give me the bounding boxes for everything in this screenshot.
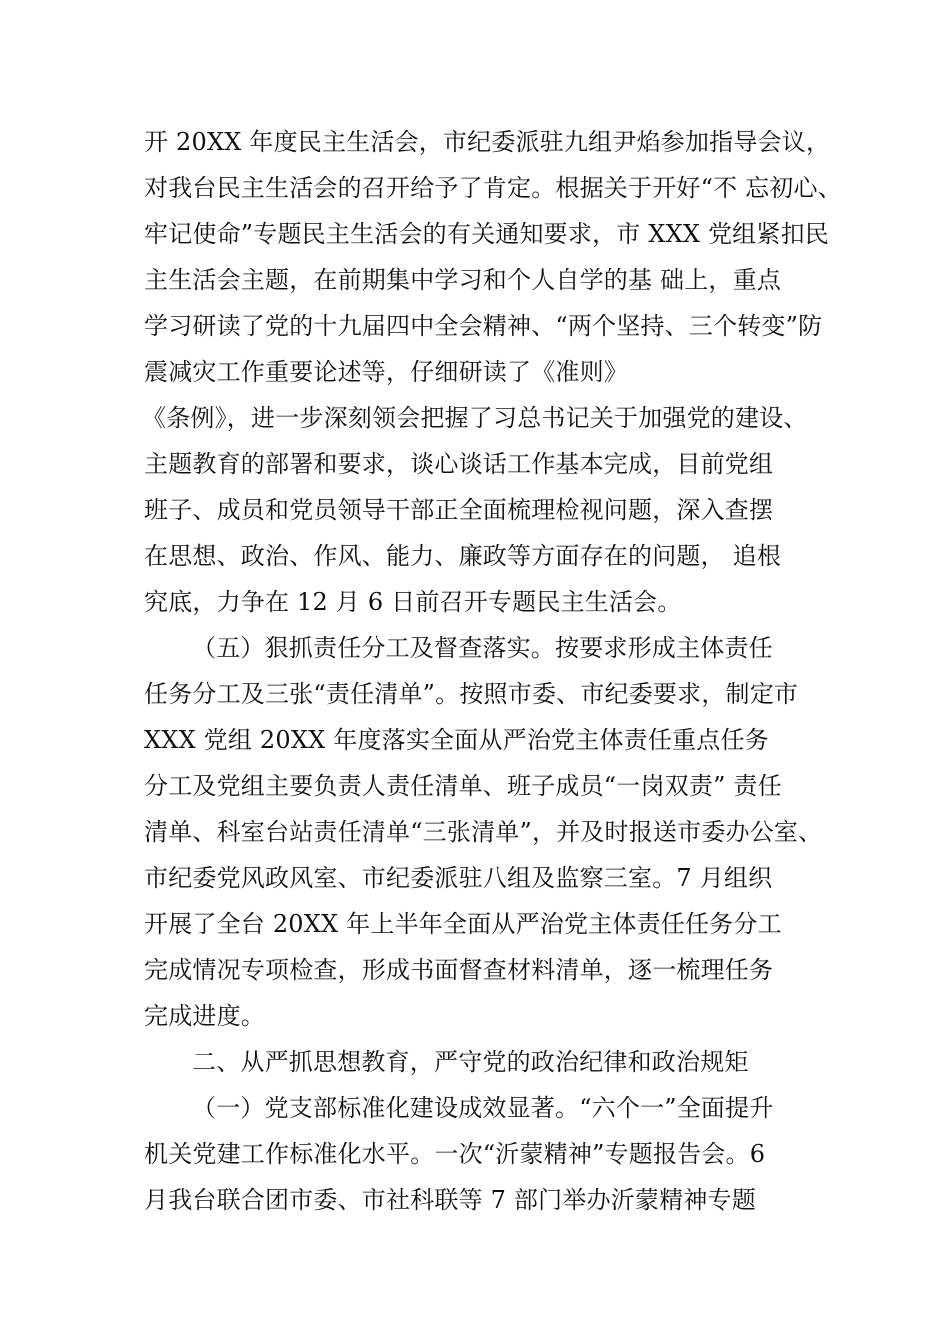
text-line: 完成进度。 <box>144 1002 265 1030</box>
text-line: XXX 党组 20XX 年度落实全面从严治党主体责任重点任务 <box>144 726 769 754</box>
text-line: 班子、成员和党员领导干部正全面梳理检视问题，深入查摆 <box>144 496 774 524</box>
section-heading: （五）狠抓责任分工及督查落实。按要求形成主体责任 <box>192 634 773 662</box>
text-line: 主题教育的部署和要求，谈心谈话工作基本完成，目前党组 <box>144 450 774 478</box>
text-line: 任务分工及三张“责任清单”。按照市委、市纪委要求，制定市 <box>144 680 799 708</box>
text-line: 学习研读了党的十九届四中全会精神、“两个坚持、三个转变”防 <box>144 312 823 340</box>
text-line: 开 20XX 年度民主生活会，市纪委派驻九组尹焰参加指导会议， <box>144 128 831 156</box>
text-line: 开展了全台 20XX 年上半年全面从严治党主体责任任务分工 <box>144 910 782 938</box>
text-line: 对我台民主生活会的召开给予了肯定。根据关于开好“不 忘初心、 <box>144 174 842 202</box>
text-line: 完成情况专项检查，形成书面督查材料清单，逐一梳理任务 <box>144 956 774 984</box>
text-line: 分工及党组主要负责人责任清单、班子成员“一岗双责” 责任 <box>144 772 782 800</box>
text-line: 清单、科室台站责任清单“三张清单”，并及时报送市委办公室、 <box>144 818 823 846</box>
text-line: 月我台联合团市委、市社科联等 7 部门举办沂蒙精神专题 <box>144 1186 756 1214</box>
text-line: 究底，力争在 12 月 6 日前召开专题民主生活会。 <box>144 588 682 616</box>
text-line: 在思想、政治、作风、能力、廉政等方面存在的问题， 追根 <box>144 542 782 570</box>
chapter-heading: 二、从严抓思想教育，严守党的政治纪律和政治规矩 <box>192 1048 749 1076</box>
text-line: 主生活会主题，在前期集中学习和个人自学的基 础上，重点 <box>144 266 782 294</box>
text-line: 《条例》，进一步深刻领会把握了习总书记关于加强党的建设、 <box>142 404 808 432</box>
text-line: 市纪委党风政风室、市纪委派驻八组及监察三室。7 月组织 <box>144 864 773 892</box>
section-heading: （一）党支部标准化建设成效显著。“六个一”全面提升 <box>192 1094 774 1122</box>
text-line: 机关党建工作标准化水平。一次“沂蒙精神”专题报告会。6 <box>144 1140 766 1168</box>
text-line: 牢记使命”专题民主生活会的有关通知要求，市 XXX 党组紧扣民 <box>144 220 829 248</box>
text-line: 震减灾工作重要论述等，仔细研读了《准则》 <box>144 358 628 386</box>
